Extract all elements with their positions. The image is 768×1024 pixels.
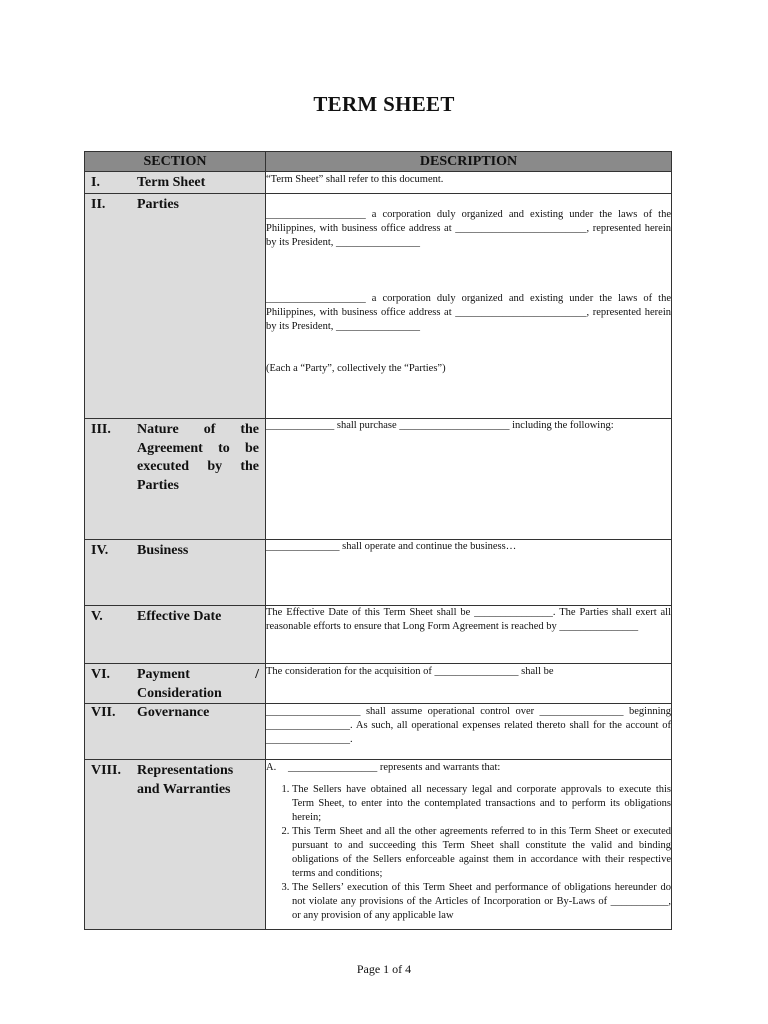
- section-title: Payment / Consideration: [137, 667, 259, 701]
- section-cell: [85, 704, 266, 760]
- description-cell: [266, 664, 672, 704]
- table-row: [85, 172, 672, 194]
- section-cell: [85, 172, 266, 194]
- page-number: Page 1 of 4: [356, 962, 412, 976]
- warranty-intro: [266, 761, 671, 775]
- section-number: V.: [91, 609, 103, 624]
- party-one-text: ___________________ a corporation duly organized and existing under the laws of the Philippines, with business office address at _________________________, represented herein by its President, ________________: [266, 209, 671, 248]
- term-sheet-table: [84, 151, 672, 930]
- description-cell: [266, 172, 672, 194]
- section-cell: [85, 606, 266, 664]
- section-cell: [85, 760, 266, 930]
- section-cell: [85, 419, 266, 540]
- table-row: [85, 760, 672, 930]
- header-section: SECTION: [85, 152, 266, 172]
- section-number: VI.: [91, 667, 111, 682]
- table-row: [85, 540, 672, 606]
- description-cell: [266, 194, 672, 419]
- table-row: [85, 606, 672, 664]
- section-number: IV.: [91, 543, 109, 558]
- header-description: DESCRIPTION: [266, 152, 672, 172]
- document-title: TERM SHEET: [313, 92, 455, 116]
- section-title: Representations and Warranties: [137, 763, 234, 797]
- section-title: Governance: [137, 705, 210, 720]
- section-number: II.: [91, 197, 106, 212]
- description-text: __________________ shall assume operational control over ________________ beginning ________________. As such, all operational expenses related thereto shall for the account of ________________.: [266, 706, 671, 745]
- list-item: 1. The Sellers have obtained all necessary legal and corporate approvals to execute this Term Sheet, to enter into the contemplated transactions and to perform its obligations herein;: [292, 783, 671, 825]
- section-number: VII.: [91, 705, 116, 720]
- section-title: Effective Date: [137, 609, 222, 624]
- table-row: [85, 194, 672, 419]
- section-cell: [85, 194, 266, 419]
- description-cell: [266, 760, 672, 930]
- parties-definition-text: (Each a “Party”, collectively the “Parties”): [266, 363, 446, 374]
- description-text: “Term Sheet” shall refer to this document.: [266, 174, 444, 185]
- description-text: The Effective Date of this Term Sheet shall be _______________. The Parties shall exert all reasonable efforts to ensure that Long Form Agreement is reached by _______________: [266, 607, 671, 632]
- section-number: III.: [91, 422, 111, 437]
- table-header-row: [85, 152, 672, 172]
- list-item: 2. This Term Sheet and all the other agreements referred to in this Term Sheet or executed pursuant to and succeeding this Term Sheet shall constitute the valid and binding obligations of the Sellers enforceable against them in accordance with their respective terms and conditions;: [292, 825, 671, 881]
- section-title: Business: [137, 543, 189, 558]
- table-row: [85, 419, 672, 540]
- description-text: The consideration for the acquisition of ________________ shall be: [266, 666, 554, 677]
- list-item: 3. The Sellers’ execution of this Term Sheet and performance of obligations hereunder do not violate any provisions of the Articles of Incorporation or By-Laws of ___________, or any provision of any applicable law: [292, 881, 671, 923]
- party-two-text: ___________________ a corporation duly organized and existing under the laws of the Philippines, with business office address at _________________________, represented herein by its President, ________________: [266, 293, 671, 332]
- section-number: I.: [91, 175, 100, 190]
- description-text: ______________ shall operate and continue the business…: [266, 541, 517, 552]
- description-cell: [266, 606, 672, 664]
- warranty-intro-text: _________________ represents and warrants that:: [288, 762, 501, 773]
- table-row: [85, 664, 672, 704]
- table-row: [85, 704, 672, 760]
- section-cell: [85, 664, 266, 704]
- description-cell: [266, 419, 672, 540]
- warranty-list: [266, 783, 671, 923]
- description-text: _____________ shall purchase _____________________ including the following:: [266, 420, 614, 431]
- description-cell: [266, 704, 672, 760]
- section-number: VIII.: [91, 763, 121, 778]
- section-title: Term Sheet: [137, 175, 206, 190]
- warranty-label: A.: [266, 762, 277, 773]
- section-title: Parties: [137, 197, 179, 212]
- description-cell: [266, 540, 672, 606]
- section-title: Nature of the Agreement to be executed by the Parties: [137, 422, 259, 493]
- section-cell: [85, 540, 266, 606]
